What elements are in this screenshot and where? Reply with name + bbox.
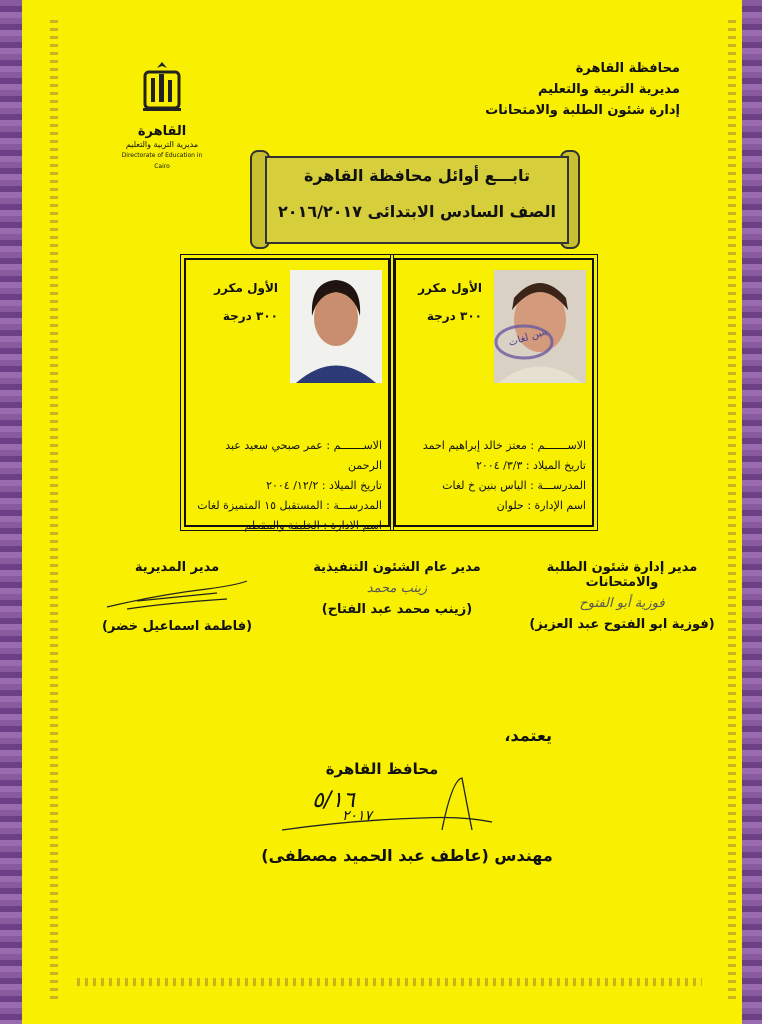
signature-3-handwriting [97,575,257,615]
right-dotted-frame [728,20,736,1004]
student-card-1 [394,258,594,527]
approval-handwritten-year: ٢٠١٧ [342,808,373,824]
signature-1-title: مدير إدارة شئون الطلبة والامتحانات [546,560,698,590]
header-directorate: مديرية التربية والتعليم [537,82,680,97]
signature-block-2 [292,560,502,617]
approval-handwritten-date: ٥/١٦ [312,788,355,813]
student-1-score: ٣٠٠ درجة [426,309,482,323]
student-2-district: اسم الادارة : الخليفة والمقطم [244,519,382,532]
student-2-school: المدرســـة : المستقبل ١٥ المتميزة لغات [197,499,382,512]
student-1-school: المدرســـة : الياس بنين خ لغات [442,479,586,492]
approval-label: يعتمد، [504,726,552,745]
student-2-photo [290,270,382,383]
banner-title: تابـــع أوائل محافظة القاهرة [304,166,530,185]
header-governorate: محافظة القاهرة [575,61,680,76]
directorate-emblem-icon [137,60,187,120]
signature-1-scribble: فوزية أبو الفتوح [579,596,665,611]
student-1-rank: الأول مكرر ٣٠٠ درجة [402,274,482,330]
student-1-details [402,436,586,516]
signature-2-title: مدير عام الشئون التنفيذية [313,560,481,575]
signature-block-1 [522,560,722,632]
signature-1-name: (فوزية ابو الفتوح عبد العزيز) [529,617,715,632]
issuer-header [460,58,680,121]
signature-3-title: مدير المديرية [134,560,220,575]
left-decorative-border [0,0,22,1024]
approval-signature-scribble [272,770,502,840]
certificate-page [22,0,742,1024]
banner-grade-year: الصف السادس الابتدائى ٢٠١٦/٢٠١٧ [278,202,556,221]
student-2-score: ٣٠٠ درجة [222,309,278,323]
left-dotted-frame [50,20,58,1004]
logo-english-caption: Directorate of Education in Cairo [121,152,203,170]
student-2-birthdate: تاريخ الميلاد : ١٢/٢/ ٢٠٠٤ [266,479,382,492]
approval-governor-title: محافظ القاهرة [325,760,439,778]
student-1-name: الاســـــــم : معتز خالد إبراهيم احمد [422,439,586,452]
student-2-rank: الأول مكرر ٣٠٠ درجة [192,274,278,330]
student-2-name: الاســـــــم : عمر صبحي سعيد عبد الرحمن [225,439,382,472]
logo-emblem-text: القاهرة [137,124,187,139]
student-1-birthdate: تاريخ الميلاد : ٣/٣/ ٢٠٠٤ [475,459,586,472]
title-banner [250,148,580,250]
right-decorative-border [742,0,762,1024]
approval-governor-name: مهندس (عاطف عبد الحميد مصطفى) [261,846,553,865]
signature-2-name: (زينب محمد عبد الفتاح) [321,602,473,617]
student-2-details [192,436,382,536]
signature-2-scribble: زينب محمد [366,581,428,596]
student-1-stamp: بنين لغات [507,326,549,349]
logo-arabic-caption: مديرية التربية والتعليم [125,140,199,149]
header-department: إدارة شئون الطلبة والامتحانات [485,103,680,118]
directorate-logo [117,60,207,172]
student-1-photo [494,270,586,383]
signature-3-name: (فاطمة اسماعيل خضر) [101,619,253,634]
signature-block-3 [82,560,272,634]
bottom-dotted-frame [77,978,702,986]
student-card-2 [184,258,390,532]
banner-body [265,156,569,244]
student-1-district: اسم الإدارة : حلوان [496,499,586,512]
